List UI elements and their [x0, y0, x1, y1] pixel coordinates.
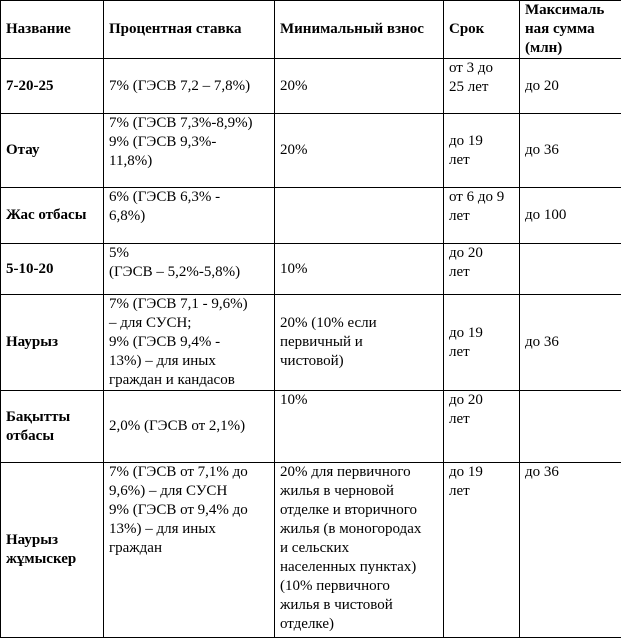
table-row	[1, 188, 621, 244]
row-min-payment: 20%	[275, 114, 444, 188]
term-text: до 19 лет	[449, 463, 514, 501]
row-min-payment: 20%	[275, 59, 444, 114]
rate-text: 7% (ГЭСВ 7,1 - 9,6%) – для СУСН; 9% (ГЭСВ 9,4% - 13%) – для иных граждан и кандасов	[109, 295, 269, 390]
term-text: до 20 лет	[449, 391, 514, 429]
row-rate	[104, 463, 275, 638]
table-header-row	[1, 1, 621, 59]
row-rate	[104, 295, 275, 391]
term-text: до 19 лет	[449, 132, 514, 170]
name-text: Наурыз жұмыскер	[6, 531, 98, 569]
row-max-amount	[520, 391, 621, 463]
header-min-payment: Минимальный взнос	[275, 1, 444, 59]
header-term: Срок	[444, 1, 520, 59]
row-name: 5-10-20	[1, 244, 104, 295]
row-term	[444, 463, 520, 638]
rate-text: 6% (ГЭСВ 6,3% - 6,8%)	[109, 188, 269, 226]
row-rate: 7% (ГЭСВ 7,2 – 7,8%)	[104, 59, 275, 114]
row-name	[1, 391, 104, 463]
table-row	[1, 463, 621, 638]
row-min-payment	[275, 463, 444, 638]
name-text: Бақытты отбасы	[6, 408, 98, 446]
row-name	[1, 463, 104, 638]
row-term	[444, 114, 520, 188]
table-row	[1, 391, 621, 463]
row-rate	[104, 114, 275, 188]
rate-text: 7% (ГЭСВ 7,3%-8,9%) 9% (ГЭСВ 9,3%- 11,8%)	[109, 114, 269, 171]
row-name: 7-20-25	[1, 59, 104, 114]
row-max-amount: до 100	[520, 188, 621, 244]
row-name: Наурыз	[1, 295, 104, 391]
row-min-payment: 10%	[275, 244, 444, 295]
table-row	[1, 114, 621, 188]
row-name: Отау	[1, 114, 104, 188]
min-payment-text: 20% для первичного жилья в черновой отделке и вторичного жилья (в моногородах и сельских населенных пунктах) (10% первичного жилья в чистовой отделке)	[280, 463, 438, 634]
table-row	[1, 244, 621, 295]
header-max-amount: Максималь ная сумма (млн)	[520, 1, 621, 59]
term-text: от 6 до 9 лет	[449, 188, 514, 226]
row-term	[444, 244, 520, 295]
row-name: Жас отбасы	[1, 188, 104, 244]
header-name: Название	[1, 1, 104, 59]
row-max-amount: до 36	[520, 463, 621, 638]
term-text: от 3 до 25 лет	[449, 59, 514, 97]
row-term	[444, 295, 520, 391]
row-max-amount: до 36	[520, 295, 621, 391]
row-rate: 2,0% (ГЭСВ от 2,1%)	[104, 391, 275, 463]
table-row	[1, 295, 621, 391]
row-max-amount	[520, 244, 621, 295]
row-rate	[104, 188, 275, 244]
row-term	[444, 59, 520, 114]
header-rate: Процентная ставка	[104, 1, 275, 59]
table-row	[1, 59, 621, 114]
row-term	[444, 188, 520, 244]
row-term	[444, 391, 520, 463]
row-rate	[104, 244, 275, 295]
row-max-amount: до 20	[520, 59, 621, 114]
min-payment-text: 20% (10% если первичный и чистовой)	[280, 314, 438, 371]
row-min-payment	[275, 188, 444, 244]
row-min-payment: 10%	[275, 391, 444, 463]
rate-text: 5% (ГЭСВ – 5,2%-5,8%)	[109, 244, 269, 282]
row-min-payment	[275, 295, 444, 391]
term-text: до 19 лет	[449, 324, 514, 362]
rate-text: 7% (ГЭСВ от 7,1% до 9,6%) – для СУСН 9% (ГЭСВ от 9,4% до 13%) – для иных граждан	[109, 463, 269, 558]
term-text: до 20 лет	[449, 244, 514, 282]
row-max-amount: до 36	[520, 114, 621, 188]
